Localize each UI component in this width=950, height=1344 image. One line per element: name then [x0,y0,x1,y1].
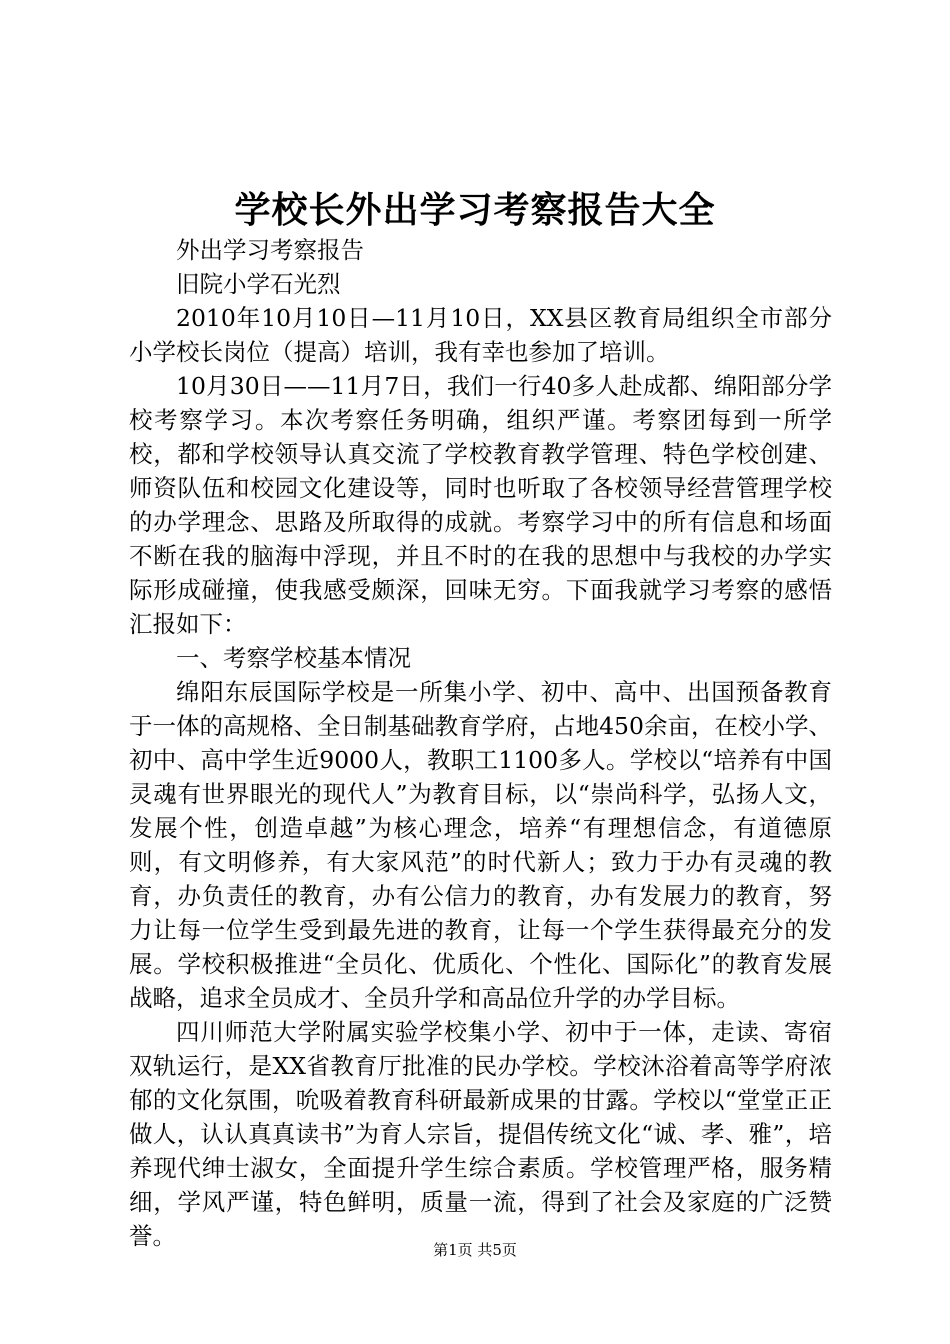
paragraph: 绵阳东辰国际学校是一所集小学、初中、高中、出国预备教育于一体的高规格、全日制基础教育学府，占地450余亩，在校小学、初中、高中学生近9000人，教职工1100多人。学校以“培养有中国灵魂有世界眼光的现代人”为教育目标，以“崇尚科学，弘扬人文，发展个性，创造卓越”为核心理念，培养“有理想信念，有道德原则，有文明修养，有大家风范”的时代新人；致力于办有灵魂的教育，办负责任的教育，办有公信力的教育，办有发展力的教育，努力让每一位学生受到最先进的教育，让每一个学生获得最充分的发展。学校积极推进“全员化、优质化、个性化、国际化”的教育发展战略，追求全员成才、全员升学和高品位升学的办学目标。 [129,678,832,1012]
document-title: 学校长外出学习考察报告大全 [234,189,716,231]
paragraph-subtitle: 外出学习考察报告 [176,236,364,264]
paragraph: 2010年10月10日—11月10日，XX县区教育局组织全市部分小学校长岗位（提高）培训，我有幸也参加了培训。 [129,304,832,366]
paragraph: 10月30日——11月7日，我们一行40多人赴成都、绵阳部分学校考察学习。本次考察任务明确，组织严谨。考察团每到一所学校，都和学校领导认真交流了学校教育教学管理、特色学校创建、师资队伍和校园文化建设等，同时也听取了各校领导经营管理学校的办学理念、思路及所取得的成就。考察学习中的所有信息和场面不断在我的脑海中浮现，并且不时的在我的思想中与我校的办学实际形成碰撞，使我感受颇深，回味无穷。下面我就学习考察的感悟汇报如下： [129,372,832,638]
section-heading: 一、考察学校基本情况 [176,644,411,672]
paragraph-author: 旧院小学石光烈 [176,270,341,298]
paragraph: 四川师范大学附属实验学校集小学、初中于一体，走读、寄宿双轨运行，是XX省教育厅批准的民办学校。学校沐浴着高等学府浓郁的文化氛围，吮吸着教育科研最新成果的甘露。学校以“堂堂正正做人，认认真真读书”为育人宗旨，提倡传统文化“诚、孝、雅”，培养现代绅士淑女，全面提升学生综合素质。学校管理严格，服务精细，学风严谨，特色鲜明，质量一流，得到了社会及家庭的广泛赞誉。 [129,1018,832,1250]
page-footer: 第1页 共5页 [433,1241,517,1259]
document-body [129,233,832,1253]
